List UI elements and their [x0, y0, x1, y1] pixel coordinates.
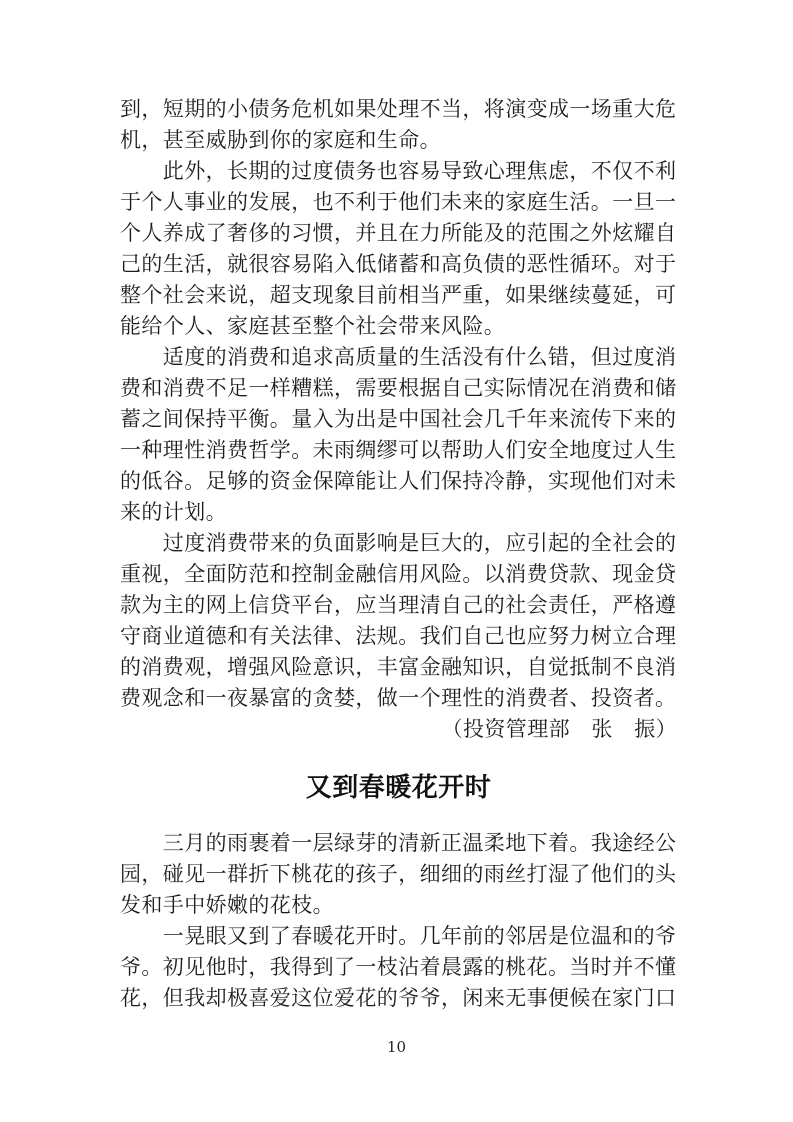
- text-line: 的低谷。足够的资金保障能让人们保持冷静，实现他们对未: [120, 469, 677, 493]
- article-spring-body: [120, 828, 677, 1014]
- text-line: 个人养成了奢侈的习惯，并且在力所能及的范围之外炫耀自: [120, 221, 677, 245]
- text-line: 费观念和一夜暴富的贪婪，做一个理性的消费者、投资者。: [120, 686, 677, 710]
- text-line: 蓄之间保持平衡。量入为出是中国社会几千年来流传下来的: [120, 407, 677, 431]
- text-line: 于个人事业的发展，也不利于他们未来的家庭生活。一旦一: [120, 190, 677, 214]
- text-line: 守商业道德和有关法律、法规。我们自己也应努力树立合理: [120, 624, 677, 648]
- text-line: 的消费观，增强风险意识，丰富金融知识，自觉抵制不良消: [120, 655, 677, 679]
- attribution-line: （投资管理部 张 振）: [441, 717, 677, 741]
- text-line: 一种理性消费哲学。未雨绸缪可以帮助人们安全地度过人生: [120, 438, 677, 462]
- text-line: 此外，长期的过度债务也容易导致心理焦虑，不仅不利: [120, 159, 677, 183]
- article-consumption-body: [120, 94, 677, 714]
- text-line: 一晃眼又到了春暖花开时。几年前的邻居是位温和的爷: [120, 924, 677, 948]
- paragraph: [120, 94, 677, 156]
- text-line: 园，碰见一群折下桃花的孩子，细细的雨丝打湿了他们的头: [120, 862, 677, 886]
- text-line: 费和消费不足一样糟糕，需要根据自己实际情况在消费和储: [120, 376, 677, 400]
- paragraph: [120, 528, 677, 714]
- text-line: 己的生活，就很容易陷入低储蓄和高负债的恶性循环。对于: [120, 252, 677, 276]
- text-line: 爷。初见他时，我得到了一枝沾着晨露的桃花。当时并不懂: [120, 955, 677, 979]
- text-line: 整个社会来说，超支现象目前相当严重，如果继续蔓延，可: [120, 283, 677, 307]
- paragraph: [120, 828, 677, 921]
- text-line: 机，甚至威胁到你的家庭和生命。: [120, 128, 441, 152]
- text-line: 发和手中娇嫩的花枝。: [120, 893, 334, 917]
- text-line: 款为主的网上信贷平台，应当理清自己的社会责任，严格遵: [120, 593, 677, 617]
- text-line: 重视，全面防范和控制金融信用风险。以消费贷款、现金贷: [120, 562, 677, 586]
- article-title: 又到春暖花开时: [305, 773, 492, 803]
- paragraph: [120, 921, 677, 1014]
- text-line: 来的计划。: [120, 500, 227, 524]
- text-line: 过度消费带来的负面影响是巨大的，应引起的全社会的: [120, 531, 677, 555]
- text-line: 花，但我却极喜爱这位爱花的爷爷，闲来无事便候在家门口: [120, 986, 677, 1010]
- paragraph: [120, 156, 677, 342]
- text-line: 适度的消费和追求高质量的生活没有什么错，但过度消: [120, 345, 677, 369]
- page-footer: [0, 1038, 793, 1057]
- page-number: 10: [386, 1038, 407, 1056]
- text-line: 能给个人、家庭甚至整个社会带来风险。: [120, 314, 506, 338]
- text-line: 到，短期的小债务危机如果处理不当，将演变成一场重大危: [120, 97, 677, 121]
- page-content: [120, 94, 677, 1014]
- text-line: 三月的雨裹着一层绿芽的清新正温柔地下着。我途经公: [120, 831, 677, 855]
- paragraph: [120, 342, 677, 528]
